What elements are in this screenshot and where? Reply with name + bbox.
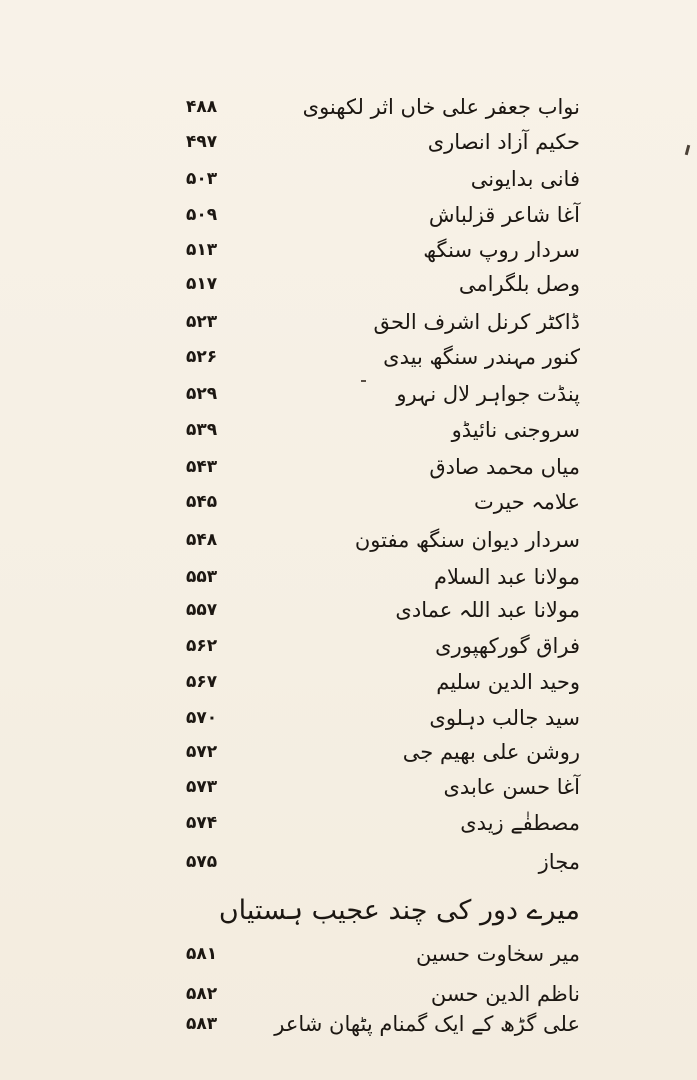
entry-title: پنڈت جواہر لال نہرو bbox=[396, 382, 580, 406]
entry-title: مجاز bbox=[538, 850, 580, 874]
toc-entry bbox=[150, 345, 580, 375]
page-number: ۴۹۷ bbox=[186, 132, 218, 152]
page-number: ۵۴۸ bbox=[186, 530, 218, 550]
page-number: ۵۲۳ bbox=[186, 312, 218, 332]
page-number: ۵۰۹ bbox=[186, 205, 218, 225]
toc-entry bbox=[150, 167, 580, 197]
page-number: ۵۲۹ bbox=[186, 384, 218, 404]
section-heading: میرے دور کی چند عجیب ہستیاں bbox=[218, 895, 580, 926]
page-number: ۵۱۳ bbox=[186, 240, 218, 260]
toc-entry bbox=[150, 382, 580, 412]
entry-title: ناظم الدین حسن bbox=[430, 982, 580, 1006]
toc-entry bbox=[150, 811, 580, 841]
page-number: ۵۷۰ bbox=[186, 708, 218, 728]
entry-title: سروجنی نائیڈو bbox=[451, 418, 580, 442]
toc-entry bbox=[150, 1012, 580, 1042]
page-number: ۵۶۲ bbox=[186, 636, 218, 656]
page-number: ۴۸۸ bbox=[186, 97, 218, 117]
page-number: ۵۲۶ bbox=[186, 347, 218, 367]
page-number: ۵۷۵ bbox=[186, 852, 218, 872]
page-number: ۵۵۳ bbox=[186, 567, 218, 587]
toc-entry bbox=[150, 310, 580, 340]
entry-title: سردار روپ سنگھ bbox=[423, 238, 580, 262]
entry-title: سید جالب دہلوی bbox=[429, 706, 580, 730]
entry-title: کنور مہندر سنگھ بیدی bbox=[383, 345, 580, 369]
entry-title: مولانا عبد السلام bbox=[433, 565, 580, 589]
page-number: ۵۴۵ bbox=[186, 492, 218, 512]
entry-title: حکیم آزاد انصاری bbox=[427, 130, 580, 154]
entry-title: وصل بلگرامی bbox=[458, 272, 580, 296]
page-number: ۵۱۷ bbox=[186, 274, 218, 294]
toc-entry bbox=[150, 565, 580, 595]
entry-title: وحید الدین سلیم bbox=[436, 670, 580, 694]
page-number: ۵۶۷ bbox=[186, 672, 218, 692]
entry-title: میاں محمد صادق bbox=[429, 455, 580, 479]
entry-title: فراق گورکھپوری bbox=[435, 634, 580, 658]
toc-entry bbox=[150, 203, 580, 233]
entry-title: مصطفٰے زیدی bbox=[460, 811, 580, 835]
entry-title: آغا شاعر قزلباش bbox=[428, 203, 580, 227]
toc-entry bbox=[150, 418, 580, 448]
ink-dot bbox=[361, 380, 366, 382]
page-number: ۵۷۳ bbox=[186, 777, 218, 797]
toc-entry bbox=[150, 130, 580, 160]
margin-tick-mark bbox=[685, 145, 690, 155]
toc-entry bbox=[150, 490, 580, 520]
toc-entry bbox=[150, 528, 580, 558]
page-number: ۵۳۹ bbox=[186, 420, 218, 440]
toc-entry bbox=[150, 706, 580, 736]
page-number: ۵۸۱ bbox=[186, 944, 218, 964]
page-number: ۵۰۳ bbox=[186, 169, 218, 189]
entry-title: سردار دیوان سنگھ مفتون bbox=[354, 528, 580, 552]
toc-entry bbox=[150, 670, 580, 700]
toc-entry bbox=[150, 740, 580, 770]
toc-entry bbox=[150, 775, 580, 805]
entry-title: علی گڑھ کے ایک گمنام پٹھان شاعر bbox=[274, 1012, 580, 1036]
toc-entry bbox=[150, 634, 580, 664]
entry-title: نواب جعفر علی خاں اثر لکھنوی bbox=[302, 95, 580, 119]
entry-title: آغا حسن عابدی bbox=[443, 775, 580, 799]
toc-entry bbox=[150, 455, 580, 485]
toc-entry bbox=[150, 850, 580, 880]
page-number: ۵۴۳ bbox=[186, 457, 218, 477]
page-number: ۵۷۴ bbox=[186, 813, 218, 833]
toc-entry bbox=[150, 238, 580, 268]
toc-entry bbox=[150, 598, 580, 628]
entry-title: میر سخاوت حسین bbox=[415, 942, 580, 966]
toc-entry bbox=[150, 272, 580, 302]
toc-entry bbox=[150, 942, 580, 972]
page-number: ۵۵۷ bbox=[186, 600, 218, 620]
page-number: ۵۷۲ bbox=[186, 742, 218, 762]
entry-title: مولانا عبد اللہ عمادی bbox=[395, 598, 580, 622]
toc-entry bbox=[150, 982, 580, 1012]
entry-title: روشن علی بھیم جی bbox=[402, 740, 580, 764]
entry-title: فانی بدایونی bbox=[470, 167, 580, 191]
toc-entry bbox=[150, 95, 580, 125]
entry-title: ڈاکٹر کرنل اشرف الحق bbox=[373, 310, 580, 334]
page-number: ۵۸۲ bbox=[186, 984, 218, 1004]
page-number: ۵۸۳ bbox=[186, 1014, 218, 1034]
entry-title: علامہ حیرت bbox=[474, 490, 580, 514]
